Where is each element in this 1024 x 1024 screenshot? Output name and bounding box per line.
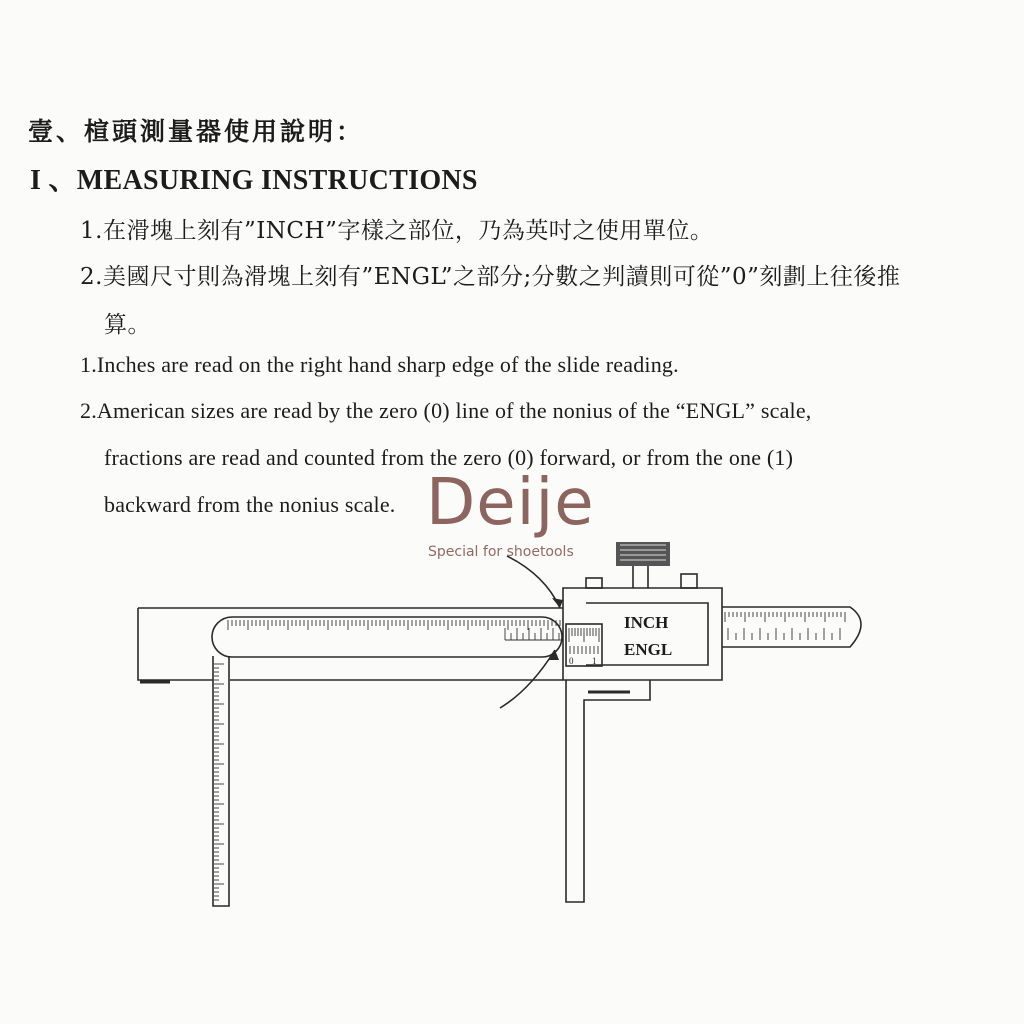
label-inch: INCH (624, 613, 669, 632)
en-instruction-2-cont1: fractions are read and counted from the zero (0) forward, or from the one (1) (104, 445, 794, 470)
nonius-one-label: 1 (592, 656, 597, 666)
en-instruction-2-cont2: backward from the nonius scale. (104, 492, 396, 517)
en-instruction-1: 1.Inches are read on the right hand sharp edge of the slide reading. (80, 352, 679, 377)
nonius-zero-label: 0 (569, 656, 574, 666)
watermark-logo: Deije (426, 466, 595, 540)
en-instruction-2: 2.American sizes are read by the zero (0) line of the nonius of the “ENGL” scale, (80, 398, 812, 423)
zh-instruction-1: 1.在滑塊上刻有”INCH”字樣之部位，乃為英吋之使用單位。 (80, 218, 714, 244)
zh-instruction-2: 2.美國尺寸則為滑塊上刻有”ENGL”之部分;分數之判讀則可從”0”刻劃上往後推 (80, 264, 901, 290)
title-chinese: 壹、楦頭測量器使用說明： (28, 117, 365, 146)
title-english: I 、MEASURING INSTRUCTIONS (30, 165, 478, 196)
knurled-knob (616, 542, 670, 566)
watermark-tagline: Special for shoetools (428, 544, 574, 560)
label-engl: ENGL (624, 640, 673, 659)
zh-instruction-2-cont: 算。 (104, 312, 151, 338)
